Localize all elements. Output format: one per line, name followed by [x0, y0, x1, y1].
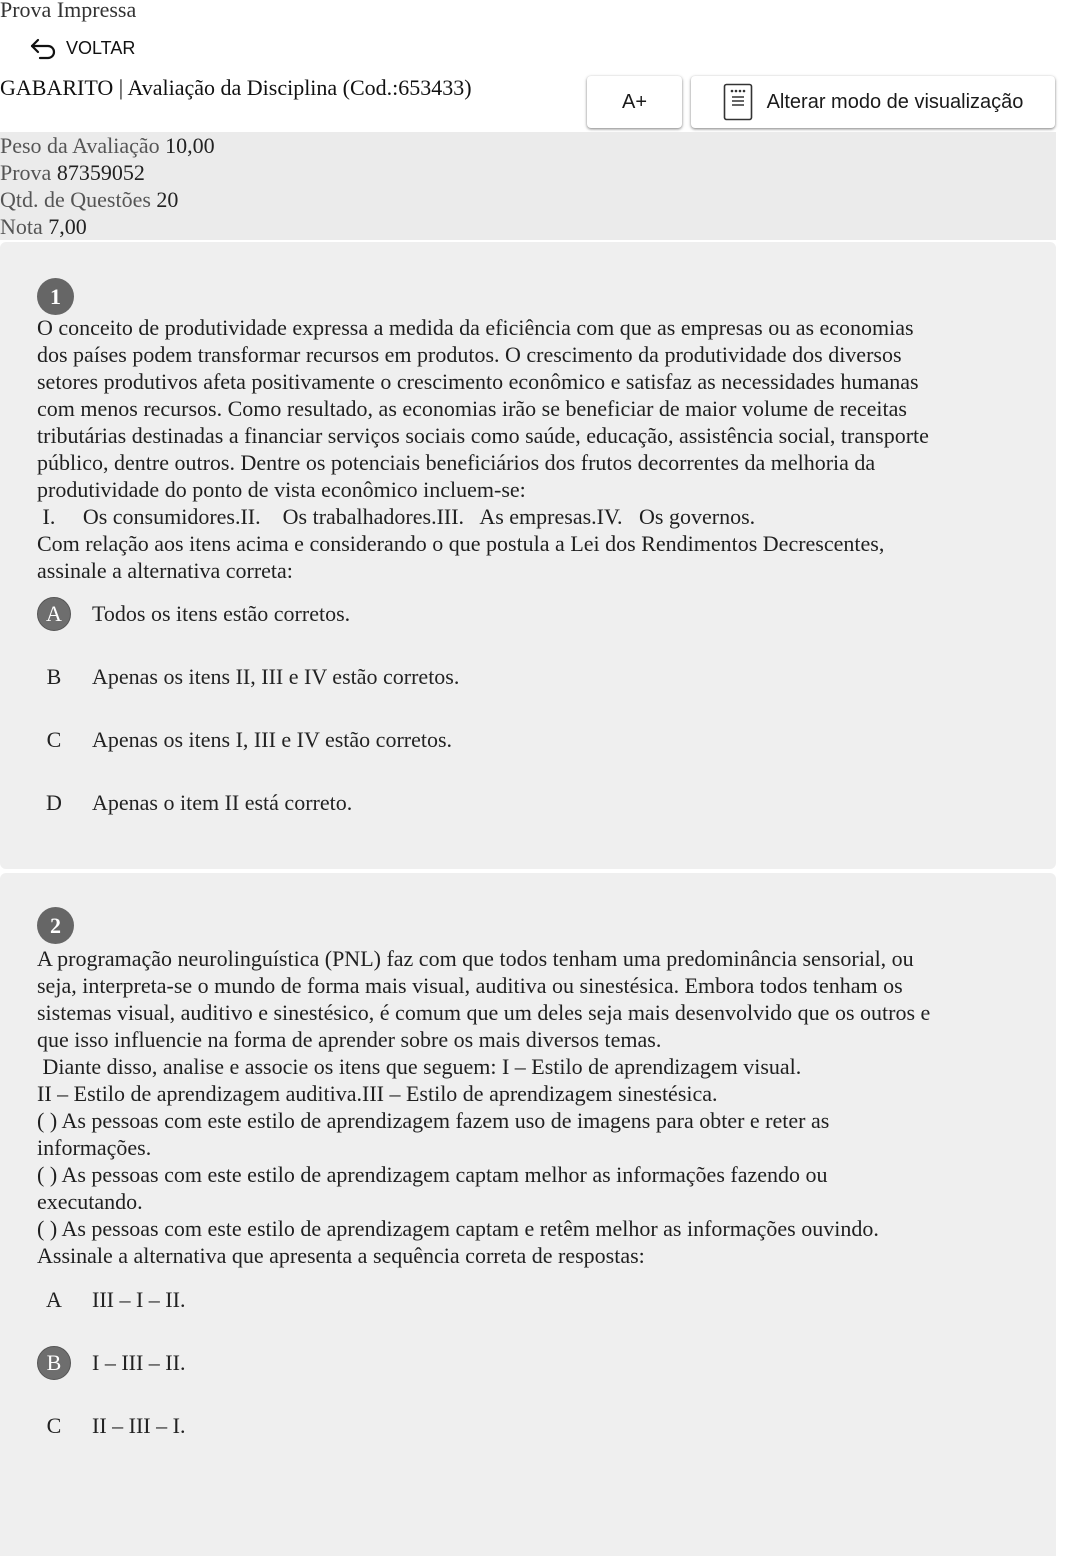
view-mode-label: Alterar modo de visualização: [766, 90, 1024, 113]
statement-line: Com relação aos itens acima e considerando o que postula a Lei dos Rendimentos Decrescentes,: [37, 531, 885, 556]
question-statement: [37, 945, 1027, 1269]
statement-line: que isso influencie na forma de aprender sobre os mais diversos temas.: [37, 1027, 662, 1052]
question-number-badge: 1: [37, 278, 74, 315]
statement-line: produtividade do ponto de vista econômico incluem-se:: [37, 477, 526, 502]
statement-line: seja, interpreta-se o mundo de forma mais visual, auditiva ou sinestésica. Embora todos tenham os: [37, 973, 903, 998]
option-letter: A: [46, 1287, 62, 1312]
option-letter: C: [46, 727, 62, 752]
option-text: III – I – II.: [92, 1287, 186, 1312]
font-size-button[interactable]: [587, 76, 682, 128]
question-card: [0, 242, 1056, 869]
exam-label: Prova: [0, 160, 52, 185]
statement-line: I. Os consumidores.II. Os trabalhadores.III. As empresas.IV. Os governos.: [37, 504, 756, 529]
weight-value: 10,00: [165, 133, 215, 158]
option-letter: D: [46, 790, 62, 815]
view-mode-button[interactable]: [691, 76, 1055, 128]
questions-value: 20: [156, 187, 179, 212]
exam-summary: [0, 132, 1056, 240]
statement-line: ( ) As pessoas com este estilo de aprendizagem captam e retêm melhor as informações ouvindo.: [37, 1216, 879, 1241]
statement-line: Assinale a alternativa que apresenta a sequência correta de respostas:: [37, 1243, 645, 1268]
weight-label: Peso da Avaliação: [0, 133, 160, 158]
statement-line: tributárias destinadas a financiar serviços sociais como saúde, educação, assistência social, transporte: [37, 423, 929, 448]
option-text: Apenas os itens I, III e IV estão corretos.: [92, 727, 453, 752]
exam-value: 87359052: [56, 160, 145, 185]
statement-line: público, dentre outros. Dentre os potenciais beneficiários dos frutos decorrentes da melhoria da: [37, 450, 876, 475]
statement-line: dos países podem transformar recursos em produtos. O crescimento da produtividade dos diversos: [37, 342, 902, 367]
statement-line: executando.: [37, 1189, 143, 1214]
summary-exam: [0, 159, 1056, 186]
option-letter: B: [37, 1346, 71, 1380]
summary-weight: [0, 132, 1056, 159]
back-button[interactable]: [28, 34, 135, 62]
statement-line: assinale a alternativa correta:: [37, 558, 293, 583]
question-statement: [37, 314, 1027, 584]
page-title: Prova Impressa: [0, 0, 137, 22]
back-arrow-icon: [28, 36, 60, 60]
statement-line: O conceito de produtividade expressa a medida da eficiência com que as empresas ou as economias: [37, 315, 914, 340]
statement-line: A programação neurolinguística (PNL) faz com que todos tenham uma predominância sensorial, ou: [37, 946, 914, 971]
question-number-badge: 2: [37, 907, 74, 944]
option-a[interactable]: [37, 1283, 185, 1317]
option-c[interactable]: [37, 723, 452, 757]
exam-title: GABARITO | Avaliação da Disciplina (Cod.:653433): [0, 75, 472, 100]
summary-questions: [0, 186, 1056, 213]
statement-line: ( ) As pessoas com este estilo de aprendizagem captam melhor as informações fazendo ou: [37, 1162, 828, 1187]
option-d[interactable]: [37, 786, 352, 820]
questions-label: Qtd. de Questões: [0, 187, 151, 212]
option-b[interactable]: [37, 1346, 185, 1380]
option-b[interactable]: [37, 660, 459, 694]
option-text: Todos os itens estão corretos.: [92, 601, 351, 626]
option-c[interactable]: [37, 1409, 185, 1443]
option-letter: A: [37, 597, 71, 631]
option-text: I – III – II.: [92, 1350, 186, 1375]
option-text: II – III – I.: [92, 1413, 186, 1438]
back-label: VOLTAR: [66, 37, 136, 58]
statement-line: ( ) As pessoas com este estilo de aprendizagem fazem uso de imagens para obter e reter as: [37, 1108, 830, 1133]
question-card: [0, 873, 1056, 1556]
grade-label: Nota: [0, 214, 43, 239]
statement-line: informações.: [37, 1135, 152, 1160]
statement-line: setores produtivos afeta positivamente o crescimento econômico e satisfaz as necessidades humanas: [37, 369, 919, 394]
statement-line: II – Estilo de aprendizagem auditiva.III – Estilo de aprendizagem sinestésica.: [37, 1081, 718, 1106]
statement-line: com menos recursos. Como resultado, as economias irão se beneficiar de maior volume de receitas: [37, 396, 907, 421]
statement-line: Diante disso, analise e associe os itens que seguem: I – Estilo de aprendizagem visual.: [37, 1054, 802, 1079]
summary-grade: [0, 213, 1056, 240]
option-text: Apenas o item II está correto.: [92, 790, 353, 815]
font-size-label: A+: [621, 90, 648, 113]
option-letter: B: [46, 664, 62, 689]
option-letter: C: [46, 1413, 62, 1438]
option-a[interactable]: [37, 597, 350, 631]
grade-value: 7,00: [48, 214, 87, 239]
document-icon: [723, 83, 753, 121]
option-text: Apenas os itens II, III e IV estão corretos.: [92, 664, 460, 689]
statement-line: sistemas visual, auditivo e sinestésico, é comum que um deles seja mais desenvolvido que os outros e: [37, 1000, 931, 1025]
